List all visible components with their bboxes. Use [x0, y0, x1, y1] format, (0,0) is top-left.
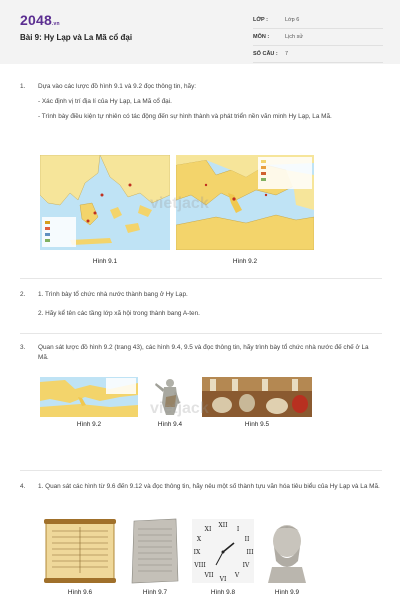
svg-text:XI: XI: [204, 526, 212, 533]
question-body: [38, 290, 380, 324]
figure-caption: Hình 9.6: [67, 589, 93, 596]
figure-9-6-calendar: [42, 517, 118, 585]
meta-key: MÔN :: [253, 34, 270, 40]
figure-9-5-painting: [202, 377, 312, 417]
svg-text:IX: IX: [193, 549, 201, 556]
question-number: 3.: [20, 344, 26, 351]
watermark: vietjack: [150, 195, 209, 212]
question-text: Dựa vào các lược đồ hình 9.1 và 9.2 đọc thông tin, hãy:: [38, 83, 197, 90]
svg-text:III: III: [246, 549, 254, 556]
svg-text:X: X: [196, 536, 202, 543]
meta-value: Lớp 6: [285, 17, 300, 23]
figure-9-7-tablet: [128, 517, 182, 585]
site-logo[interactable]: 2048.vn: [20, 12, 60, 28]
question-number: 4.: [20, 483, 26, 490]
svg-text:I: I: [236, 526, 240, 533]
figure-caption: Hình 9.9: [274, 589, 300, 596]
svg-text:VI: VI: [219, 576, 227, 583]
figure-9-2-map: [176, 155, 314, 250]
svg-text:VII: VII: [204, 572, 214, 579]
svg-text:II: II: [244, 536, 250, 543]
figure-caption: Hình 9.2: [76, 421, 102, 428]
figure-9-8-clock: [190, 517, 256, 585]
svg-text:V: V: [234, 572, 240, 579]
stone-tablet-image: [128, 517, 182, 585]
meta-row-subject: [253, 31, 383, 46]
figure-caption: Hình 9.2: [232, 258, 258, 265]
divider: [20, 333, 382, 334]
figure-caption: Hình 9.4: [157, 421, 183, 428]
figure-9-1-map: [40, 155, 170, 250]
page-title: Bài 9: Hy Lạp và La Mã cổ đại: [20, 33, 133, 42]
svg-text:XII: XII: [218, 522, 228, 529]
greece-map-image: [40, 155, 170, 250]
roman-calendar-image: [42, 517, 118, 585]
question-body: [38, 482, 380, 497]
figure-9-2-small-map: [40, 377, 138, 417]
question-body: [38, 343, 380, 368]
svg-text:VIII: VIII: [194, 562, 206, 569]
philosopher-bust-image: [262, 517, 312, 585]
divider: [20, 278, 382, 279]
roman-numeral-clock-image: [190, 517, 256, 585]
question-text: - Xác định vị trí địa lí của Hy Lạp, La Mã cổ đại.: [38, 98, 172, 105]
rome-map-small-image: [40, 377, 138, 417]
meta-key: SỐ CÂU :: [253, 51, 278, 57]
figure-caption: Hình 9.7: [142, 589, 168, 596]
meta-key: LỚP :: [253, 17, 268, 23]
divider: [20, 470, 382, 471]
lesson-meta: [253, 14, 383, 65]
question-text: Quan sát lược đồ hình 9.2 (trang 43), các hình 9.4, 9.5 và đọc thông tin, hãy trình bày tổ chức nhà nước đế chế ở La Mã.: [38, 344, 369, 361]
question-text: 1. Quan sát các hình từ 9.6 đến 9.12 và đọc thông tin, hãy nêu một số thành tựu văn hóa tiêu biểu của Hy Lạp và La Mã.: [38, 483, 380, 490]
figure-9-9-bust: [262, 517, 312, 585]
figure-caption: Hình 9.8: [210, 589, 236, 596]
figure-caption: Hình 9.5: [244, 421, 270, 428]
question-body: [38, 82, 380, 127]
senate-painting-image: [202, 377, 312, 417]
question-text: 1. Trình bày tổ chức nhà nước thành bang ở Hy Lạp.: [38, 291, 188, 298]
meta-row-count: [253, 48, 383, 63]
question-number: 1.: [20, 83, 26, 90]
page-header: [0, 0, 400, 64]
meta-value: Lịch sử: [285, 34, 304, 40]
svg-text:IV: IV: [242, 562, 250, 569]
meta-row-class: [253, 14, 383, 29]
watermark: vietjack: [150, 400, 209, 417]
question-text: 2. Hãy kể tên các tầng lớp xã hội trong thành bang A-ten.: [38, 310, 200, 317]
rome-map-image: [176, 155, 314, 250]
figure-9-4-statue: [148, 377, 192, 417]
meta-value: 7: [285, 51, 289, 57]
figure-caption: Hình 9.1: [92, 258, 118, 265]
question-number: 2.: [20, 291, 26, 298]
question-text: - Trình bày điều kiện tự nhiên có tác động đến sự hình thành và phát triển nền văn minh Hy Lạp, La Mã.: [38, 113, 332, 120]
augustus-statue-image: [148, 377, 192, 417]
